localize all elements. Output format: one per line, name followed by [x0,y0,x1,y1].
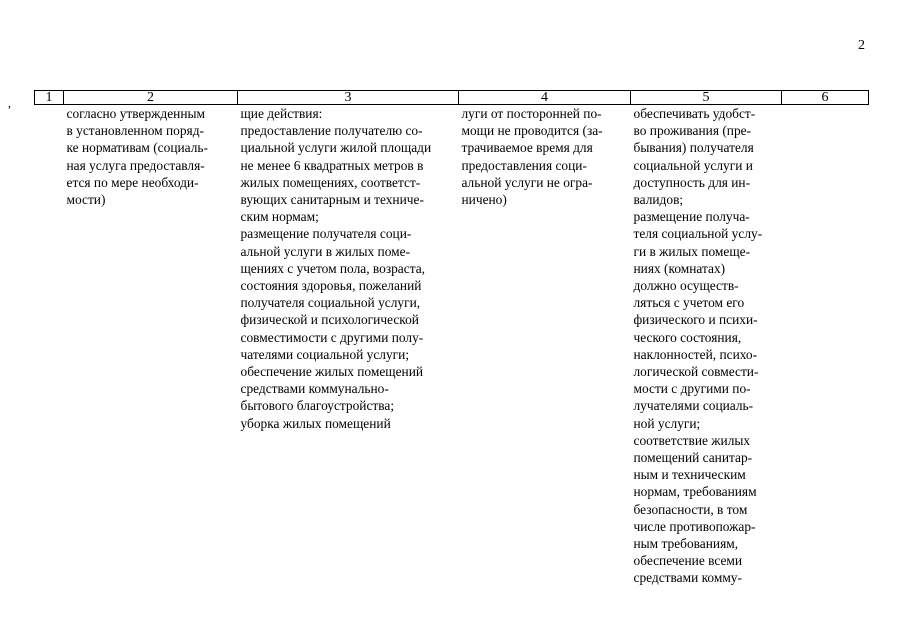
text-line: средствами комму- [633,570,742,586]
text-line: бытового благоустройства; [240,398,395,414]
text-line: получателя социальной услуги, [240,295,421,311]
text-line: жилых помещениях, соответст- [240,174,421,190]
column-header-1: 1 [35,91,64,105]
page-number: 2 [858,38,865,53]
text-line: ским нормам; [240,209,319,225]
text-line: вующих санитарным и техниче- [240,192,424,208]
text-line: нормам, требованиям [633,484,757,500]
text-line: валидов; [633,192,684,208]
text-line: теля социальной услу- [633,226,763,242]
text-line: согласно утвержденным [66,106,205,121]
text-line: мощи не проводится (за- [461,123,603,139]
text-line: уборка жилых помещений [240,415,391,431]
text-line: безопасности, в том [633,501,748,517]
column-header-6: 6 [782,91,869,105]
column-header-2: 2 [64,91,238,105]
text-line: доступность для ин- [633,174,751,190]
text-line: ется по мере необходи- [66,174,199,190]
text-line: ная услуга предоставля- [66,157,205,173]
text-line: ке нормативам (социаль- [66,140,208,156]
cell-col2 [64,105,238,587]
services-table [34,90,869,587]
text-line: обеспечение всеми [633,553,743,569]
text-line: предоставление получателю со- [240,123,423,139]
text-line: наклонностей, психо- [633,346,758,362]
header-row [35,91,869,105]
text-line: помещений санитар- [633,450,753,466]
text-line: в установленном поряд- [66,123,204,139]
text-line: ным требованиям, [633,536,739,552]
cell-col4 [459,105,631,587]
cell-col5 [631,105,782,587]
text-line: соответствие жилых [633,432,751,448]
column-header-4: 4 [459,91,631,105]
text-line: состояния здоровья, пожеланий [240,278,422,294]
text-line: ниях (комнатах) [633,260,726,276]
column-header-5: 5 [631,91,782,105]
cell-col3 [238,105,459,587]
text-line: щениях с учетом пола, возраста, [240,260,426,276]
text-line: альной услуги в жилых поме- [240,243,411,259]
text-line: ляться с учетом его [633,295,745,311]
text-line: социальной услуги и [633,157,753,173]
text-line: циальной услуги жилой площади [240,140,432,156]
text-line: ной услуги; [633,415,701,431]
text-line: размещение получателя соци- [240,226,412,242]
text-line: лучателями социаль- [633,398,754,414]
table-row [35,105,869,587]
text-line: не менее 6 квадратных метров в [240,157,424,173]
text-line: чателями социальной услуги; [240,346,410,362]
text-line: размещение получа- [633,209,750,225]
text-line: мости с другими по- [633,381,751,397]
text-line: логической совмести- [633,364,759,380]
margin-mark: , [8,96,11,110]
text-line: средствами коммунально- [240,381,389,397]
text-line: луги от посторонней по- [461,106,602,121]
text-line: трачиваемое время для [461,140,593,156]
text-line: числе противопожар- [633,518,756,534]
text-line: альной услуги не огра- [461,174,593,190]
text-line: физического и психи- [633,312,758,328]
text-line: ческого состояния, [633,329,742,345]
text-line: щие действия: [240,106,323,121]
text-line: предоставления соци- [461,157,587,173]
cell-col6 [782,105,869,587]
text-line: обеспечивать удобст- [633,106,756,121]
text-line: ным и техническим [633,467,746,483]
text-line: физической и психологической [240,312,419,328]
cell-col1 [35,105,64,587]
column-header-3: 3 [238,91,459,105]
text-line: должно осуществ- [633,278,739,294]
text-line: бывания) получателя [633,140,754,156]
text-line: во проживания (пре- [633,123,752,139]
text-line: ги в жилых помеще- [633,243,751,259]
text-line: ничено) [461,192,507,208]
text-line: обеспечение жилых помещений [240,364,424,380]
text-line: совместимости с другими полу- [240,329,424,345]
text-line: мости) [66,192,106,208]
